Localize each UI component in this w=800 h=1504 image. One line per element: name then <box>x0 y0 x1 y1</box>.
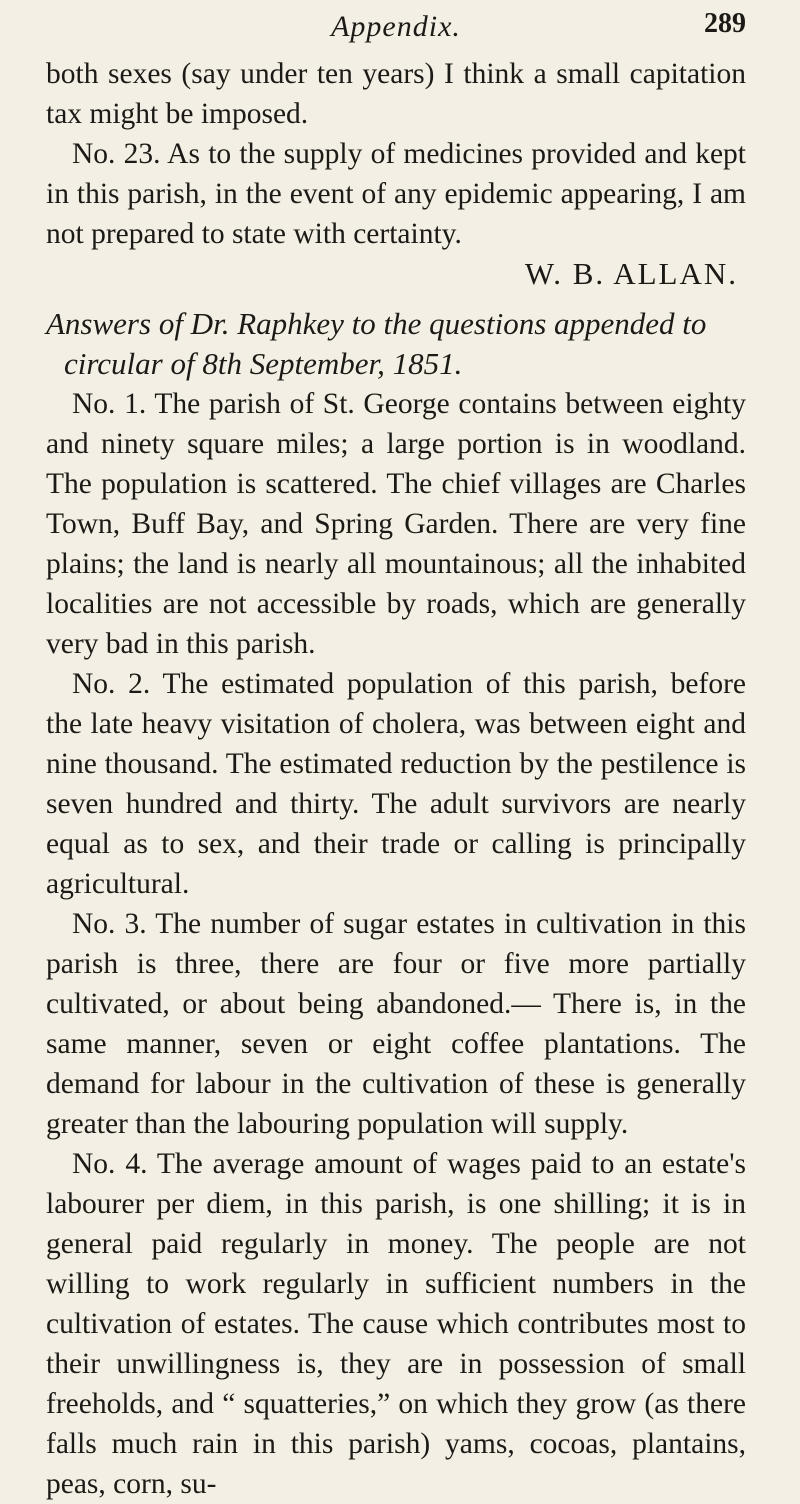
signature: W. B. ALLAN. <box>524 256 738 291</box>
paragraph-continuation: both sexes (say under ten years) I think a small capitation tax might be imposed. <box>46 58 746 130</box>
answer-4: No. 4. The average amount of wages paid to an estate's labourer per diem, in this parish, is one shilling; it is in general paid regularly in money. The people are not willing to work regularly in sufficient numbers in the cultivation of estates. The cause which contributes most to their unwillingness is, they are in possession of small freeholds, and “ squatteries,” on which they grow (as there falls much rain in this parish) yams, cocoas, plantains, peas, corn, su- <box>46 1148 746 1500</box>
running-head <box>46 8 746 54</box>
answer-1: No. 1. The parish of St. George contains between eighty and ninety square miles; a large portion is in woodland. The population is scattered. The chief villages are Charles Town, Buff Bay, and Spring Garden. There are very fine plains; the land is nearly all mountainous; all the inhabited localities are not accessible by roads, which are generally very bad in this parish. <box>46 388 746 660</box>
answer-23: No. 23. As to the supply of medicines provided and kept in this parish, in the event of any epidemic appearing, I am not prepared to state with certainty. <box>46 138 746 250</box>
section-heading-line: Answers of Dr. Raphkey to the questions appended to <box>46 306 707 341</box>
answer-2: No. 2. The estimated population of this parish, before the late heavy visitation of cholera, was between eight and nine thousand. The estimated reduction by the pestilence is seven hundred and thirty. The adult survivors are nearly equal as to sex, and their trade or calling is principally agricultural. <box>46 668 746 900</box>
page-number: 289 <box>704 8 746 39</box>
section-dateline: circular of 8th September, 1851. <box>64 346 463 381</box>
section-heading <box>46 304 746 384</box>
running-title: Appendix. <box>331 10 461 43</box>
answer-3: No. 3. The number of sugar estates in cultivation in this parish is three, there are four or five more partially cultivated, or about being abandoned.— There is, in the same manner, seven or eight coffee plantations. The demand for labour in the cultivation of these is generally greater than the labouring population will supply. <box>46 908 746 1140</box>
